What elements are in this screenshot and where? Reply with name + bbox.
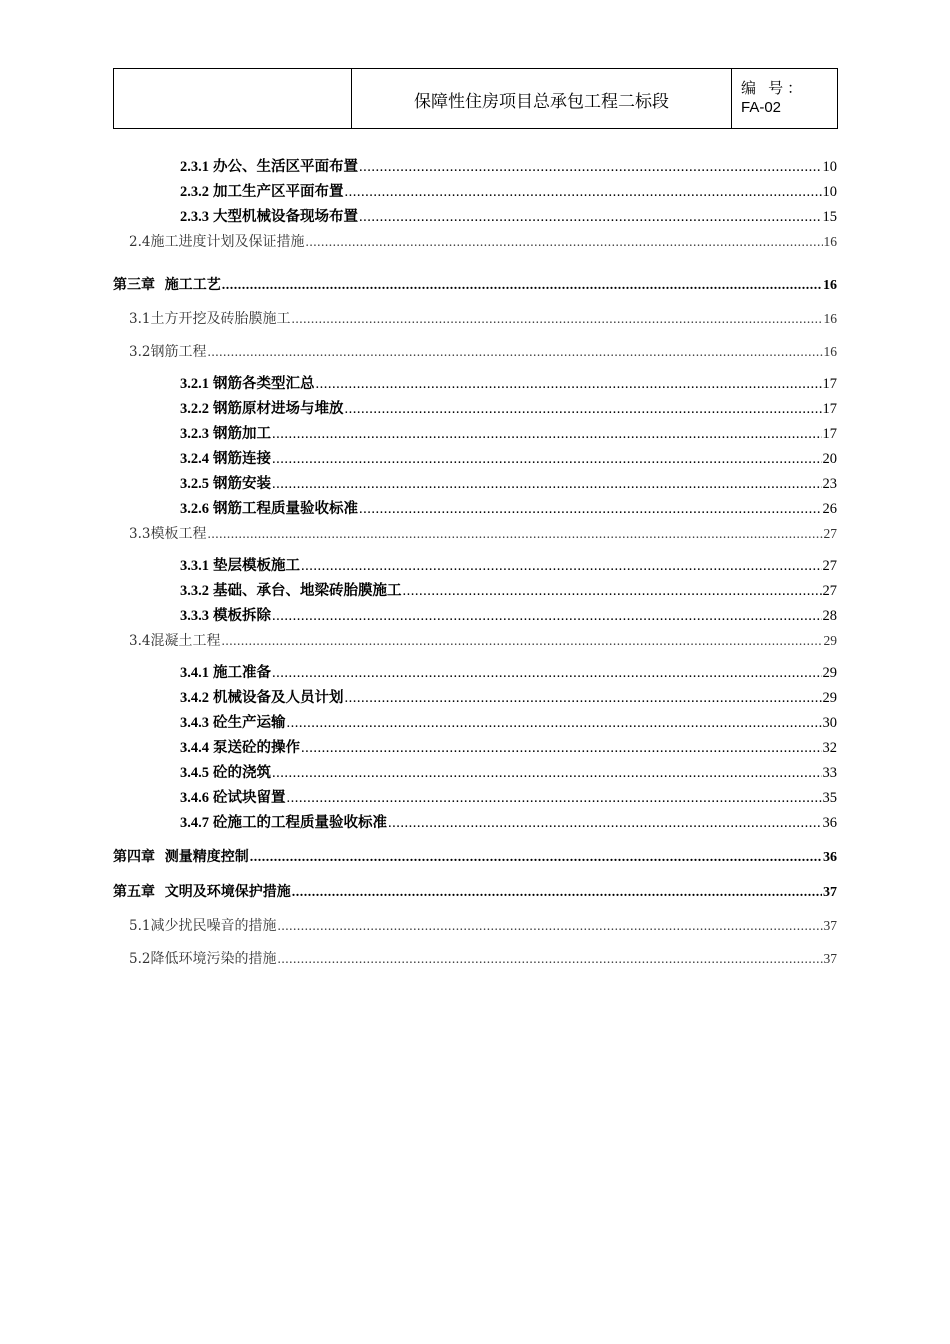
toc-entry-page: 27 (822, 583, 837, 599)
toc-dot-leader (316, 373, 822, 395)
toc-entry-page: 36 (822, 815, 837, 831)
toc-entry-title: 砼生产运输 (213, 715, 286, 731)
toc-entry-page: 29 (823, 633, 837, 648)
toc-entry-number: 3.1 (129, 311, 151, 327)
toc-entry-title: 减少扰民噪音的措施 (150, 918, 277, 934)
toc-entry-page: 10 (822, 159, 837, 175)
toc-entry-title: 钢筋安装 (213, 476, 271, 492)
toc-entry-page: 17 (822, 376, 837, 392)
toc-entry-page: 10 (822, 184, 837, 200)
toc-entry-title: 土方开挖及砖胎膜施工 (150, 311, 291, 327)
toc-dot-leader (277, 948, 822, 970)
toc-dot-leader (359, 206, 822, 228)
toc-dot-leader (291, 308, 822, 330)
toc-entry-title: 钢筋连接 (213, 451, 271, 467)
toc-dot-leader (403, 580, 822, 602)
toc-entry[interactable] (180, 398, 837, 420)
toc-dot-leader (277, 915, 822, 937)
toc-entry[interactable] (180, 423, 837, 445)
toc-dot-leader (345, 398, 822, 420)
toc-entry[interactable] (180, 473, 837, 495)
toc-entry[interactable] (180, 156, 837, 178)
toc-entry-title: 钢筋各类型汇总 (213, 376, 315, 392)
toc-entry-page: 33 (822, 765, 837, 781)
toc-entry-number: 3.3.3 (180, 608, 209, 624)
toc-entry-page: 16 (823, 344, 837, 359)
toc-entry-number: 3.4.4 (180, 740, 209, 756)
toc-entry-page: 16 (823, 234, 837, 249)
toc-entry-number: 3.3.2 (180, 583, 209, 599)
toc-entry-number: 5.1 (129, 918, 151, 934)
toc-entry[interactable] (180, 373, 837, 395)
toc-dot-leader (359, 156, 822, 178)
toc-entry-page: 29 (822, 665, 837, 681)
toc-dot-leader (207, 523, 822, 545)
toc-entry-page: 16 (823, 278, 837, 293)
toc-entry-number: 3.4 (129, 633, 151, 649)
toc-entry[interactable] (129, 523, 837, 545)
toc-chapter-entry[interactable] (113, 846, 837, 868)
toc-dot-leader (359, 498, 822, 520)
toc-entry-title: 加工生产区平面布置 (213, 184, 344, 200)
toc-entry-title: 钢筋加工 (213, 426, 271, 442)
toc-entry-title: 大型机械设备现场布置 (213, 209, 358, 225)
toc-entry[interactable] (180, 580, 837, 602)
toc-entry-page: 29 (822, 690, 837, 706)
toc-entry-page: 37 (823, 951, 837, 966)
toc-entry[interactable] (129, 341, 837, 363)
toc-entry[interactable] (180, 687, 837, 709)
toc-dot-leader (272, 762, 822, 784)
toc-entry-page: 35 (822, 790, 837, 806)
toc-entry-number: 3.4.6 (180, 790, 209, 806)
toc-entry-number: 第五章 (113, 884, 155, 900)
toc-entry[interactable] (129, 630, 837, 652)
toc-entry-number: 3.2.1 (180, 376, 209, 392)
toc-entry-number: 2.3.2 (180, 184, 209, 200)
toc-entry[interactable] (180, 762, 837, 784)
document-header-table (113, 68, 838, 129)
toc-entry-page: 36 (823, 850, 837, 865)
toc-entry-number: 3.2.4 (180, 451, 209, 467)
toc-entry-title: 泵送砼的操作 (213, 740, 300, 756)
toc-dot-leader (287, 712, 822, 734)
toc-entry-number: 3.2.6 (180, 501, 209, 517)
toc-entry[interactable] (180, 555, 837, 577)
toc-entry-number: 3.2.2 (180, 401, 209, 417)
toc-dot-leader (272, 473, 822, 495)
toc-entry-title: 钢筋工程 (150, 344, 207, 360)
toc-entry-title: 办公、生活区平面布置 (213, 159, 358, 175)
toc-entry-number: 3.2.3 (180, 426, 209, 442)
header-number-value: FA-02 (741, 99, 782, 116)
toc-chapter-entry[interactable] (113, 881, 837, 903)
toc-entry-title: 混凝土工程 (150, 633, 221, 649)
toc-entry-page: 17 (822, 401, 837, 417)
toc-entry[interactable] (180, 787, 837, 809)
toc-dot-leader (292, 881, 822, 903)
toc-entry[interactable] (129, 948, 837, 970)
toc-entry[interactable] (180, 812, 837, 834)
header-logo-cell (114, 69, 352, 128)
toc-entry-number: 第三章 (113, 277, 155, 293)
toc-entry-number: 5.2 (129, 951, 151, 967)
toc-entry-number: 2.4 (129, 234, 151, 250)
toc-entry-title: 基础、承台、地梁砖胎膜施工 (213, 583, 402, 599)
toc-entry-number: 3.2 (129, 344, 151, 360)
toc-entry-number: 3.2.5 (180, 476, 209, 492)
toc-chapter-entry[interactable] (113, 274, 837, 296)
toc-entry-title: 施工进度计划及保证措施 (150, 234, 305, 250)
toc-dot-leader (272, 605, 822, 627)
toc-entry-page: 37 (823, 918, 837, 933)
toc-entry-number: 第四章 (113, 849, 155, 865)
toc-entry-page: 23 (822, 476, 837, 492)
toc-entry-number: 2.3.3 (180, 209, 209, 225)
toc-entry[interactable] (180, 181, 837, 203)
toc-entry[interactable] (180, 605, 837, 627)
toc-entry[interactable] (129, 308, 837, 330)
toc-entry-page: 28 (822, 608, 837, 624)
toc-entry-page: 15 (822, 209, 837, 225)
toc-entry-title: 模板拆除 (213, 608, 271, 624)
toc-entry-number: 3.4.7 (180, 815, 209, 831)
toc-entry-title: 模板工程 (150, 526, 207, 542)
toc-dot-leader (388, 812, 822, 834)
toc-entry-page: 17 (822, 426, 837, 442)
toc-entry[interactable] (180, 662, 837, 684)
toc-entry-title: 机械设备及人员计划 (213, 690, 344, 706)
toc-entry-title: 施工准备 (213, 665, 271, 681)
toc-dot-leader (287, 787, 822, 809)
toc-entry-title: 砼的浇筑 (213, 765, 271, 781)
toc-entry-page: 37 (823, 885, 837, 900)
toc-dot-leader (272, 423, 822, 445)
toc-entry[interactable] (129, 915, 837, 937)
toc-entry-title: 测量精度控制 (164, 849, 249, 865)
toc-entry-title: 钢筋工程质量验收标准 (213, 501, 358, 517)
toc-entry-title: 施工工艺 (164, 277, 221, 293)
toc-entry-page: 30 (822, 715, 837, 731)
toc-entry-number: 2.3.1 (180, 159, 209, 175)
toc-dot-leader (222, 274, 822, 296)
toc-entry-page: 16 (823, 311, 837, 326)
toc-dot-leader (272, 448, 822, 470)
toc-dot-leader (345, 687, 822, 709)
toc-dot-leader (301, 555, 822, 577)
header-number-cell (732, 69, 837, 128)
header-number-label: 编 号： (741, 80, 807, 97)
toc-dot-leader (301, 737, 822, 759)
toc-entry-title: 降低环境污染的措施 (150, 951, 277, 967)
toc-dot-leader (250, 846, 822, 868)
toc-entry[interactable] (180, 448, 837, 470)
toc-entry[interactable] (180, 737, 837, 759)
toc-entry-title: 垫层模板施工 (213, 558, 300, 574)
toc-entry-title: 钢筋原材进场与堆放 (213, 401, 344, 417)
toc-dot-leader (221, 630, 822, 652)
toc-entry-number: 3.4.2 (180, 690, 209, 706)
toc-entry[interactable] (180, 712, 837, 734)
toc-dot-leader (305, 231, 822, 253)
toc-dot-leader (207, 341, 822, 363)
toc-entry[interactable] (180, 206, 837, 228)
toc-entry-page: 27 (823, 526, 837, 541)
toc-entry-title: 文明及环境保护措施 (164, 884, 291, 900)
toc-entry[interactable] (129, 231, 837, 253)
toc-entry[interactable] (180, 498, 837, 520)
toc-entry-number: 3.4.5 (180, 765, 209, 781)
toc-entry-page: 27 (822, 558, 837, 574)
toc-entry-number: 3.3 (129, 526, 151, 542)
header-title: 保障性住房项目总承包工程二标段 (352, 69, 732, 128)
toc-entry-title: 砼施工的工程质量验收标准 (213, 815, 387, 831)
toc-entry-number: 3.4.1 (180, 665, 209, 681)
toc-entry-page: 32 (822, 740, 837, 756)
toc-dot-leader (345, 181, 822, 203)
toc-entry-title: 砼试块留置 (213, 790, 286, 806)
toc-entry-page: 20 (822, 451, 837, 467)
toc-entry-number: 3.3.1 (180, 558, 209, 574)
toc-entry-number: 3.4.3 (180, 715, 209, 731)
toc-entry-page: 26 (822, 501, 837, 517)
toc-dot-leader (272, 662, 822, 684)
